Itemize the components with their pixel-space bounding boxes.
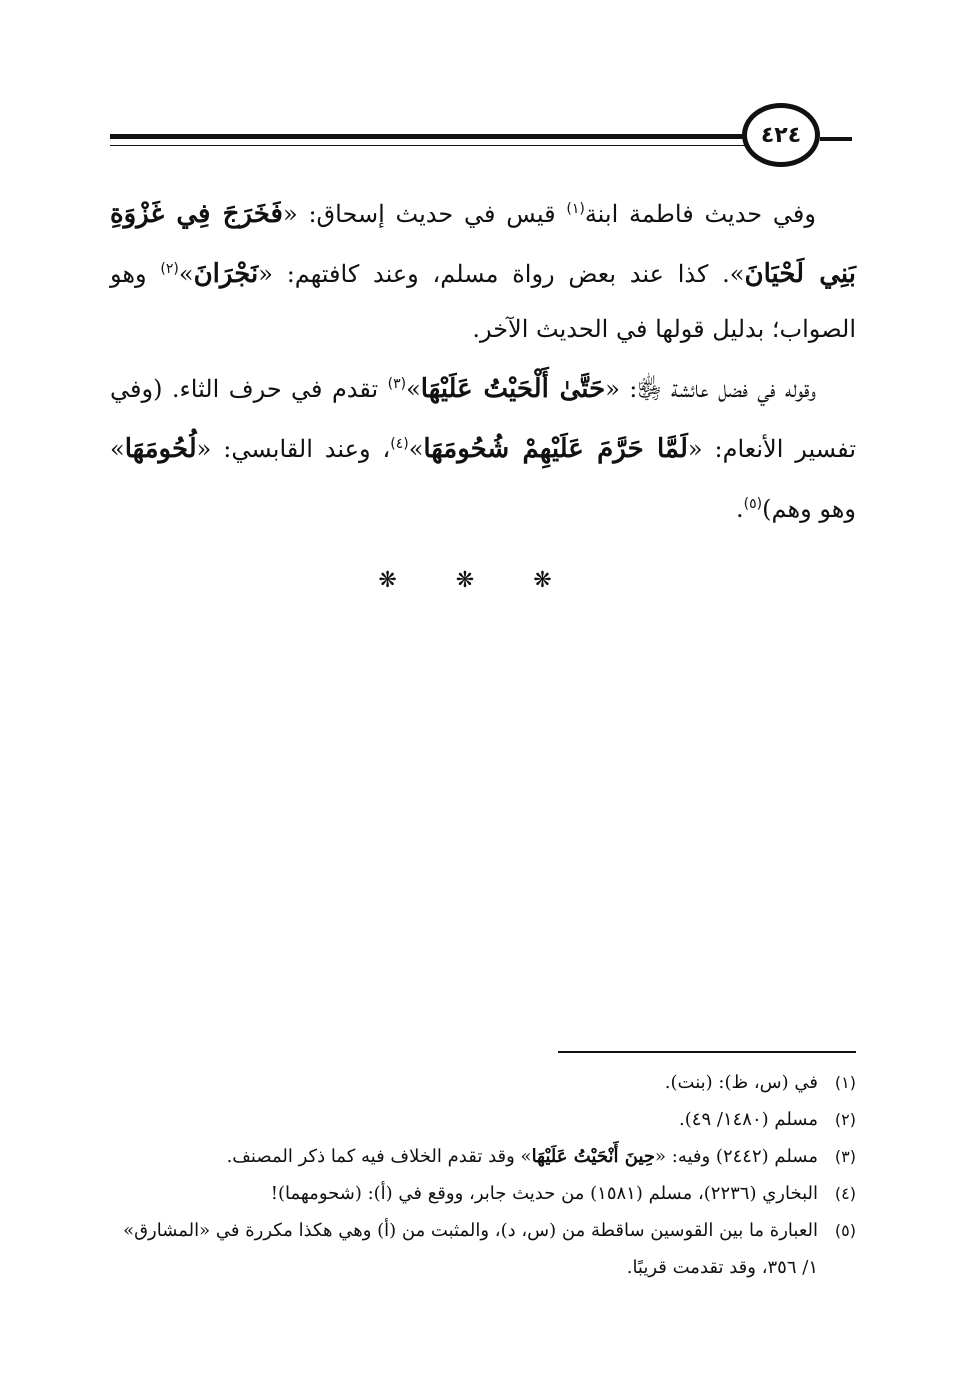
text-run: » وهو وهم) — [110, 435, 856, 523]
footnote-item — [110, 1101, 856, 1138]
main-text — [110, 182, 856, 537]
footnote-number: (١) — [834, 1073, 856, 1092]
footnote-text-post: » وقد تقدم الخلاف فيه كما ذكر المصنف. — [226, 1146, 532, 1167]
footnote-ref[interactable]: (٤) — [390, 436, 409, 452]
text-run: وفي حديث فاطمة ابنة — [584, 200, 816, 228]
section-separator: ❋ ❋ ❋ — [378, 568, 578, 593]
page-number: ٤٢٤ — [742, 103, 820, 167]
footnote-item — [110, 1212, 856, 1286]
text-run: وقوله في فضل عائشة ﵂: « — [605, 375, 817, 403]
quoted-verse: لَمَّا حَرَّمَ عَلَيْهِمْ شُحُومَهَا — [423, 434, 688, 464]
text-run: . — [736, 495, 744, 523]
footnote-number: (٢) — [834, 1110, 856, 1129]
footnotes — [110, 1064, 856, 1286]
footnote-ref[interactable]: (٣) — [387, 376, 407, 392]
footnote-text: العبارة ما بين القوسين ساقطة من (س، د)، والمثبت من (أ) وهي هكذا مكررة في «المشارق» ١/ ٣٥٦، وقد تقدمت قريبًا. — [123, 1220, 818, 1278]
footnote-ref[interactable]: (٢) — [160, 261, 179, 277]
paragraph-1 — [110, 182, 856, 357]
text-run: ، وعند القابسي: « — [196, 435, 391, 463]
text-run: » — [406, 375, 421, 403]
text-run: » — [408, 435, 424, 463]
paragraph-2 — [110, 357, 856, 537]
footnote-rule — [558, 1051, 856, 1053]
quoted-hadith: حَتَّىٰ أَلْحَيْتُ عَلَيْهَا — [420, 374, 606, 404]
quoted-hadith: فَخَرَجَ فِي غَزْوَةِ بَنِي لَحْيَانَ — [110, 199, 856, 289]
quoted-word: لُحُومَهَا — [124, 434, 197, 464]
text-run: ». كذا عند بعض رواة مسلم، وعند كافتهم: « — [258, 260, 745, 288]
footnote-text: في (س، ظ): (بنت). — [664, 1072, 818, 1093]
footnote-number: (٥) — [834, 1221, 856, 1240]
footnote-ref[interactable]: (١) — [566, 201, 585, 217]
footnote-ref[interactable]: (٥) — [743, 496, 763, 512]
text-run: » — [178, 260, 194, 288]
footnote-number: (٤) — [834, 1184, 856, 1203]
quoted-word: نَجْرَانَ — [193, 259, 259, 289]
text-run: تقدم في حرف الثاء. (وفي تفسير الأنعام: « — [110, 375, 856, 463]
text-run: قيس في حديث إسحاق: « — [282, 200, 567, 228]
text-run: وهو الصواب؛ بدليل قولها في الحديث الآخر. — [110, 260, 856, 343]
footnote-number: (٣) — [834, 1147, 856, 1166]
footnote-quote: حِينَ أَنْحَيْتُ عَلَيْهَا — [531, 1146, 656, 1167]
footnote-item — [110, 1138, 856, 1175]
footnote-text-pre: مسلم (٢٤٤٢) وفيه: « — [655, 1146, 818, 1167]
footnote-text — [110, 1138, 818, 1175]
footnote-text: مسلم (١٤٨٠/ ٤٩). — [679, 1109, 818, 1130]
footnote-item — [110, 1064, 856, 1101]
footnote-item — [110, 1175, 856, 1212]
header-rule-thin — [110, 145, 750, 146]
header-rule — [110, 134, 750, 139]
header-rule-right — [820, 137, 852, 141]
footnote-text: البخاري (٢٢٣٦)، مسلم (١٥٨١) من حديث جابر، ووقع في (أ): (شحومهما)! — [270, 1183, 818, 1204]
